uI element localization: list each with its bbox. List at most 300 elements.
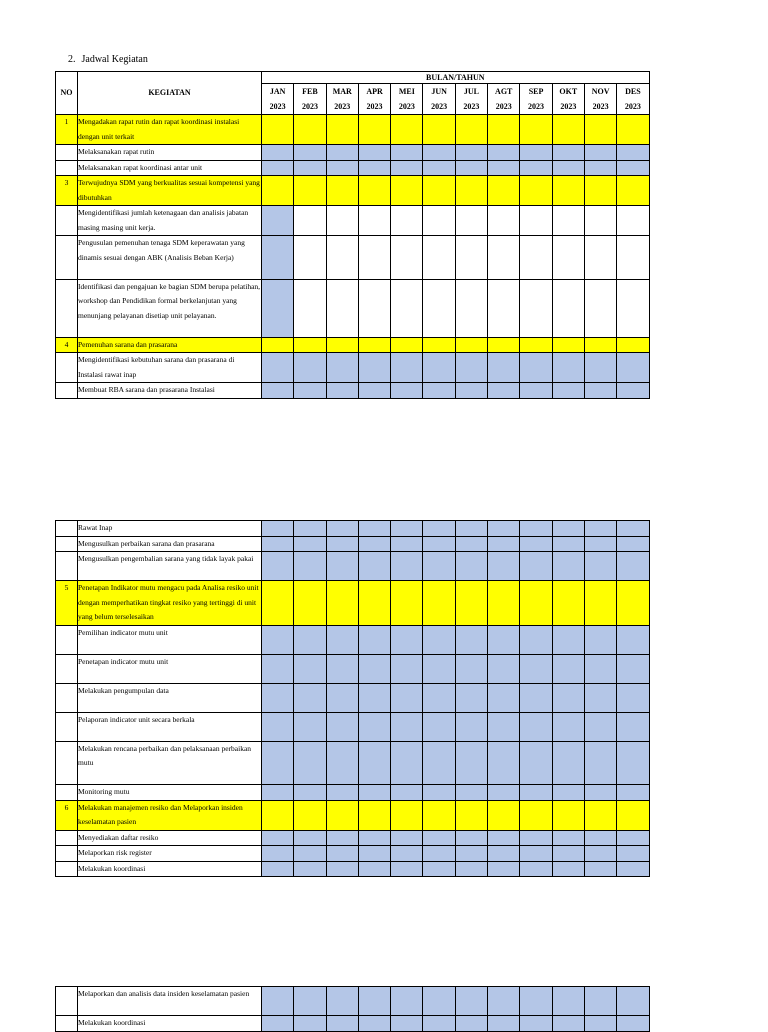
month-header-nov: [584, 84, 616, 115]
month-cell-okt: [552, 536, 584, 552]
row-number: 5: [56, 581, 78, 626]
month-cell-apr: [358, 337, 390, 353]
month-cell-nov: [584, 712, 616, 741]
month-cell-mei: [391, 521, 423, 537]
month-cell-feb: [294, 830, 326, 846]
month-cell-agt: [488, 521, 520, 537]
month-cell-mar: [326, 521, 358, 537]
activity-text: Terwujudnya SDM yang berkualitas sesuai kompetensi yang dibutuhkan: [78, 176, 262, 206]
row-number: [56, 712, 78, 741]
month-cell-sep: [520, 654, 552, 683]
month-cell-nov: [584, 160, 616, 176]
month-cell-sep: [520, 115, 552, 145]
month-cell-okt: [552, 353, 584, 383]
row-number: [56, 625, 78, 654]
month-name: JAN: [269, 87, 286, 96]
activity-text: Identifikasi dan pengajuan ke bagian SDM berupa pelatihan, workshop dan Pendidikan formal berkelanjutan yang menunjang pelayanan disetiap unit pelayanan.: [78, 279, 262, 337]
month-cell-apr: [358, 654, 390, 683]
month-cell-mar: [326, 279, 358, 337]
row-number: [56, 521, 78, 537]
month-cell-jan: [262, 581, 294, 626]
month-cell-okt: [552, 830, 584, 846]
month-cell-jan: [262, 861, 294, 877]
month-cell-sep: [520, 236, 552, 280]
month-cell-des: [617, 683, 649, 712]
activity-text: Melakukan koordinasi: [78, 861, 262, 877]
month-cell-mar: [326, 654, 358, 683]
activity-group-row: [56, 176, 650, 206]
month-cell-okt: [552, 206, 584, 236]
month-cell-jul: [455, 654, 487, 683]
row-number: [56, 279, 78, 337]
month-cell-mar: [326, 176, 358, 206]
month-year: 2023: [269, 102, 286, 111]
month-cell-feb: [294, 581, 326, 626]
month-cell-jun: [423, 552, 455, 581]
month-cell-agt: [488, 160, 520, 176]
month-cell-mei: [391, 115, 423, 145]
month-cell-jun: [423, 800, 455, 830]
month-cell-mei: [391, 353, 423, 383]
month-cell-nov: [584, 236, 616, 280]
month-cell-des: [617, 145, 649, 161]
month-cell-jul: [455, 712, 487, 741]
month-cell-jun: [423, 581, 455, 626]
row-number: [56, 741, 78, 785]
month-cell-des: [617, 236, 649, 280]
month-cell-jun: [423, 712, 455, 741]
month-cell-jan: [262, 353, 294, 383]
month-header-apr: [358, 84, 390, 115]
activity-row: [56, 1016, 650, 1032]
month-cell-des: [617, 830, 649, 846]
month-cell-sep: [520, 987, 552, 1016]
activity-row: [56, 206, 650, 236]
month-cell-okt: [552, 861, 584, 877]
month-cell-mei: [391, 712, 423, 741]
month-cell-apr: [358, 552, 390, 581]
month-cell-mar: [326, 800, 358, 830]
row-number: [56, 683, 78, 712]
month-cell-jun: [423, 176, 455, 206]
month-name: JUL: [463, 87, 479, 96]
row-number: 3: [56, 176, 78, 206]
month-cell-nov: [584, 581, 616, 626]
month-cell-sep: [520, 176, 552, 206]
month-cell-jun: [423, 353, 455, 383]
month-cell-sep: [520, 846, 552, 862]
month-cell-feb: [294, 1016, 326, 1032]
month-cell-feb: [294, 383, 326, 399]
month-cell-agt: [488, 145, 520, 161]
row-number: [56, 830, 78, 846]
month-cell-nov: [584, 353, 616, 383]
row-number: [56, 145, 78, 161]
month-cell-jun: [423, 337, 455, 353]
month-cell-des: [617, 654, 649, 683]
month-cell-agt: [488, 846, 520, 862]
month-cell-nov: [584, 987, 616, 1016]
month-cell-feb: [294, 654, 326, 683]
month-cell-jul: [455, 861, 487, 877]
month-cell-apr: [358, 236, 390, 280]
month-cell-sep: [520, 683, 552, 712]
row-number: [56, 861, 78, 877]
month-cell-mei: [391, 337, 423, 353]
month-cell-apr: [358, 861, 390, 877]
month-cell-jan: [262, 236, 294, 280]
month-cell-jun: [423, 846, 455, 862]
row-number: [56, 1016, 78, 1032]
row-number: [56, 987, 78, 1016]
header-bulan-tahun: BULAN/TAHUN: [262, 72, 650, 84]
month-cell-nov: [584, 176, 616, 206]
activity-row: [56, 683, 650, 712]
month-name: AGT: [495, 87, 513, 96]
month-cell-jun: [423, 383, 455, 399]
month-cell-jan: [262, 987, 294, 1016]
month-cell-apr: [358, 536, 390, 552]
month-cell-jan: [262, 654, 294, 683]
activity-row: [56, 353, 650, 383]
month-cell-okt: [552, 581, 584, 626]
month-cell-des: [617, 383, 649, 399]
month-cell-feb: [294, 536, 326, 552]
month-cell-jun: [423, 115, 455, 145]
month-cell-des: [617, 353, 649, 383]
month-cell-jan: [262, 536, 294, 552]
month-cell-sep: [520, 145, 552, 161]
month-cell-agt: [488, 683, 520, 712]
activity-row: [56, 552, 650, 581]
activity-row: [56, 987, 650, 1016]
month-cell-mei: [391, 536, 423, 552]
month-cell-jul: [455, 552, 487, 581]
month-cell-des: [617, 861, 649, 877]
month-year: 2023: [592, 102, 609, 111]
month-cell-apr: [358, 800, 390, 830]
month-name: SEP: [528, 87, 544, 96]
month-cell-mar: [326, 846, 358, 862]
month-cell-mei: [391, 206, 423, 236]
activity-text: Melakukan koordinasi: [78, 1016, 262, 1032]
month-cell-mei: [391, 176, 423, 206]
month-cell-jan: [262, 552, 294, 581]
month-cell-jan: [262, 1016, 294, 1032]
activity-group-row: [56, 581, 650, 626]
month-cell-jul: [455, 383, 487, 399]
month-cell-des: [617, 1016, 649, 1032]
month-cell-okt: [552, 521, 584, 537]
activity-row: [56, 785, 650, 801]
month-cell-sep: [520, 353, 552, 383]
activity-text: Mengidentifikasi kebutuhan sarana dan prasarana di Instalasi rawat inap: [78, 353, 262, 383]
month-cell-okt: [552, 160, 584, 176]
activity-group-row: [56, 115, 650, 145]
activity-text: Melaporkan risk register: [78, 846, 262, 862]
month-cell-mei: [391, 625, 423, 654]
month-cell-jan: [262, 279, 294, 337]
month-cell-feb: [294, 846, 326, 862]
month-cell-jan: [262, 206, 294, 236]
row-number: [56, 236, 78, 280]
activity-row: [56, 846, 650, 862]
month-cell-des: [617, 176, 649, 206]
activity-text: Mengidentifikasi jumlah ketenagaan dan analisis jabatan masing masing unit kerja.: [78, 206, 262, 236]
month-cell-feb: [294, 176, 326, 206]
activity-text: Penetapan indicator mutu unit: [78, 654, 262, 683]
month-cell-jul: [455, 279, 487, 337]
schedule-table-3: [55, 986, 650, 1032]
month-header-jan: [262, 84, 294, 115]
month-cell-feb: [294, 206, 326, 236]
month-cell-mei: [391, 236, 423, 280]
month-cell-apr: [358, 712, 390, 741]
month-cell-mar: [326, 987, 358, 1016]
month-cell-sep: [520, 383, 552, 399]
month-cell-okt: [552, 279, 584, 337]
month-cell-okt: [552, 145, 584, 161]
month-cell-jan: [262, 785, 294, 801]
month-cell-nov: [584, 145, 616, 161]
month-cell-nov: [584, 830, 616, 846]
month-year: 2023: [366, 102, 383, 111]
month-cell-jan: [262, 741, 294, 785]
activity-row: [56, 536, 650, 552]
month-cell-feb: [294, 785, 326, 801]
month-cell-jun: [423, 521, 455, 537]
month-cell-jul: [455, 581, 487, 626]
month-header-feb: [294, 84, 326, 115]
month-cell-okt: [552, 987, 584, 1016]
month-cell-nov: [584, 625, 616, 654]
month-cell-des: [617, 160, 649, 176]
activity-text: Monitoring mutu: [78, 785, 262, 801]
month-cell-nov: [584, 683, 616, 712]
month-cell-mar: [326, 353, 358, 383]
month-cell-mar: [326, 145, 358, 161]
month-cell-jul: [455, 846, 487, 862]
month-cell-des: [617, 800, 649, 830]
month-name: JUN: [431, 87, 447, 96]
row-number: [56, 206, 78, 236]
month-cell-sep: [520, 206, 552, 236]
month-cell-apr: [358, 846, 390, 862]
month-cell-okt: [552, 625, 584, 654]
month-cell-apr: [358, 160, 390, 176]
month-cell-sep: [520, 581, 552, 626]
month-cell-agt: [488, 741, 520, 785]
row-number: [56, 552, 78, 581]
month-cell-apr: [358, 176, 390, 206]
month-cell-agt: [488, 353, 520, 383]
month-cell-apr: [358, 741, 390, 785]
month-cell-sep: [520, 1016, 552, 1032]
month-cell-apr: [358, 383, 390, 399]
month-cell-nov: [584, 337, 616, 353]
month-cell-jun: [423, 683, 455, 712]
month-cell-jun: [423, 654, 455, 683]
activity-row: [56, 654, 650, 683]
month-cell-des: [617, 337, 649, 353]
month-cell-okt: [552, 115, 584, 145]
month-cell-mei: [391, 279, 423, 337]
month-cell-sep: [520, 800, 552, 830]
month-cell-des: [617, 552, 649, 581]
month-cell-feb: [294, 987, 326, 1016]
month-cell-mar: [326, 861, 358, 877]
month-cell-feb: [294, 625, 326, 654]
row-number: 6: [56, 800, 78, 830]
activity-row: [56, 279, 650, 337]
month-cell-jan: [262, 521, 294, 537]
month-cell-jul: [455, 236, 487, 280]
month-cell-feb: [294, 552, 326, 581]
month-cell-nov: [584, 1016, 616, 1032]
month-cell-jan: [262, 683, 294, 712]
row-number: 4: [56, 337, 78, 353]
month-cell-okt: [552, 552, 584, 581]
month-cell-jan: [262, 712, 294, 741]
month-cell-mar: [326, 683, 358, 712]
month-cell-nov: [584, 536, 616, 552]
month-cell-mei: [391, 846, 423, 862]
activity-text: Penetapan Indikator mutu mengacu pada Analisa resiko unit dengan memperhatikan tingkat resiko yang tertinggi di unit yang belum terselesaikan: [78, 581, 262, 626]
month-cell-jul: [455, 536, 487, 552]
month-cell-mei: [391, 1016, 423, 1032]
month-cell-mei: [391, 861, 423, 877]
month-cell-jan: [262, 383, 294, 399]
month-year: 2023: [528, 102, 545, 111]
activity-text: Pengusulan pemenuhan tenaga SDM keperawatan yang dinamis sesuai dengan ABK (Analisis Beban Kerja): [78, 236, 262, 280]
month-cell-mar: [326, 160, 358, 176]
activity-text: Pelaporan indicator unit secara berkala: [78, 712, 262, 741]
activity-text: Melakukan pengumpulan data: [78, 683, 262, 712]
month-cell-agt: [488, 176, 520, 206]
month-cell-nov: [584, 846, 616, 862]
month-cell-jan: [262, 337, 294, 353]
activity-text: Pemilihan indicator mutu unit: [78, 625, 262, 654]
month-cell-mei: [391, 741, 423, 785]
month-cell-mei: [391, 785, 423, 801]
month-cell-jul: [455, 521, 487, 537]
month-cell-agt: [488, 383, 520, 399]
month-cell-jul: [455, 741, 487, 785]
section-heading: [68, 54, 148, 65]
month-cell-agt: [488, 625, 520, 654]
month-cell-jun: [423, 536, 455, 552]
month-cell-des: [617, 785, 649, 801]
month-cell-jun: [423, 145, 455, 161]
activity-text: Melaporkan dan analisis data insiden keselamatan pasien: [78, 987, 262, 1016]
month-cell-des: [617, 846, 649, 862]
month-cell-apr: [358, 145, 390, 161]
month-cell-jan: [262, 800, 294, 830]
month-cell-nov: [584, 741, 616, 785]
month-cell-nov: [584, 861, 616, 877]
month-cell-sep: [520, 830, 552, 846]
activity-group-row: [56, 800, 650, 830]
month-cell-apr: [358, 521, 390, 537]
activity-row: [56, 625, 650, 654]
month-cell-jul: [455, 206, 487, 236]
month-cell-feb: [294, 337, 326, 353]
month-cell-okt: [552, 176, 584, 206]
month-cell-nov: [584, 206, 616, 236]
month-cell-jun: [423, 830, 455, 846]
month-header-sep: [520, 84, 552, 115]
month-cell-mar: [326, 552, 358, 581]
month-cell-mar: [326, 383, 358, 399]
month-cell-jul: [455, 337, 487, 353]
activity-text: Mengusulkan pengembalian sarana yang tidak layak pakai: [78, 552, 262, 581]
month-cell-jan: [262, 115, 294, 145]
month-cell-mei: [391, 800, 423, 830]
month-year: 2023: [495, 102, 512, 111]
month-cell-feb: [294, 353, 326, 383]
month-name: FEB: [302, 87, 318, 96]
month-cell-jul: [455, 176, 487, 206]
month-cell-mar: [326, 536, 358, 552]
month-cell-feb: [294, 683, 326, 712]
activity-text: Menyediakan daftar resiko: [78, 830, 262, 846]
month-cell-feb: [294, 145, 326, 161]
header-no: NO: [56, 72, 78, 115]
month-cell-jul: [455, 145, 487, 161]
month-cell-feb: [294, 115, 326, 145]
schedule-table-1: [55, 71, 650, 399]
month-name: APR: [366, 87, 383, 96]
month-cell-agt: [488, 552, 520, 581]
month-cell-jan: [262, 830, 294, 846]
month-cell-des: [617, 206, 649, 236]
month-cell-mei: [391, 683, 423, 712]
month-name: MEI: [398, 87, 415, 96]
month-year: 2023: [431, 102, 448, 111]
month-cell-agt: [488, 206, 520, 236]
month-cell-mei: [391, 145, 423, 161]
activity-row: [56, 830, 650, 846]
month-cell-apr: [358, 206, 390, 236]
month-cell-sep: [520, 521, 552, 537]
row-number: [56, 160, 78, 176]
month-cell-apr: [358, 1016, 390, 1032]
month-cell-agt: [488, 115, 520, 145]
month-cell-mei: [391, 383, 423, 399]
month-header-jun: [423, 84, 455, 115]
month-year: 2023: [334, 102, 351, 111]
month-cell-jan: [262, 625, 294, 654]
month-cell-mei: [391, 830, 423, 846]
month-cell-mar: [326, 785, 358, 801]
month-cell-mar: [326, 1016, 358, 1032]
month-cell-des: [617, 279, 649, 337]
month-cell-okt: [552, 236, 584, 280]
month-cell-jul: [455, 625, 487, 654]
month-cell-nov: [584, 552, 616, 581]
month-cell-apr: [358, 279, 390, 337]
month-cell-nov: [584, 785, 616, 801]
month-year: 2023: [624, 102, 641, 111]
month-cell-agt: [488, 712, 520, 741]
month-cell-jun: [423, 741, 455, 785]
activity-text: Melaksanakan rapat rutin: [78, 145, 262, 161]
month-cell-sep: [520, 160, 552, 176]
activity-row: [56, 145, 650, 161]
month-cell-des: [617, 712, 649, 741]
month-cell-jul: [455, 785, 487, 801]
month-cell-des: [617, 625, 649, 654]
